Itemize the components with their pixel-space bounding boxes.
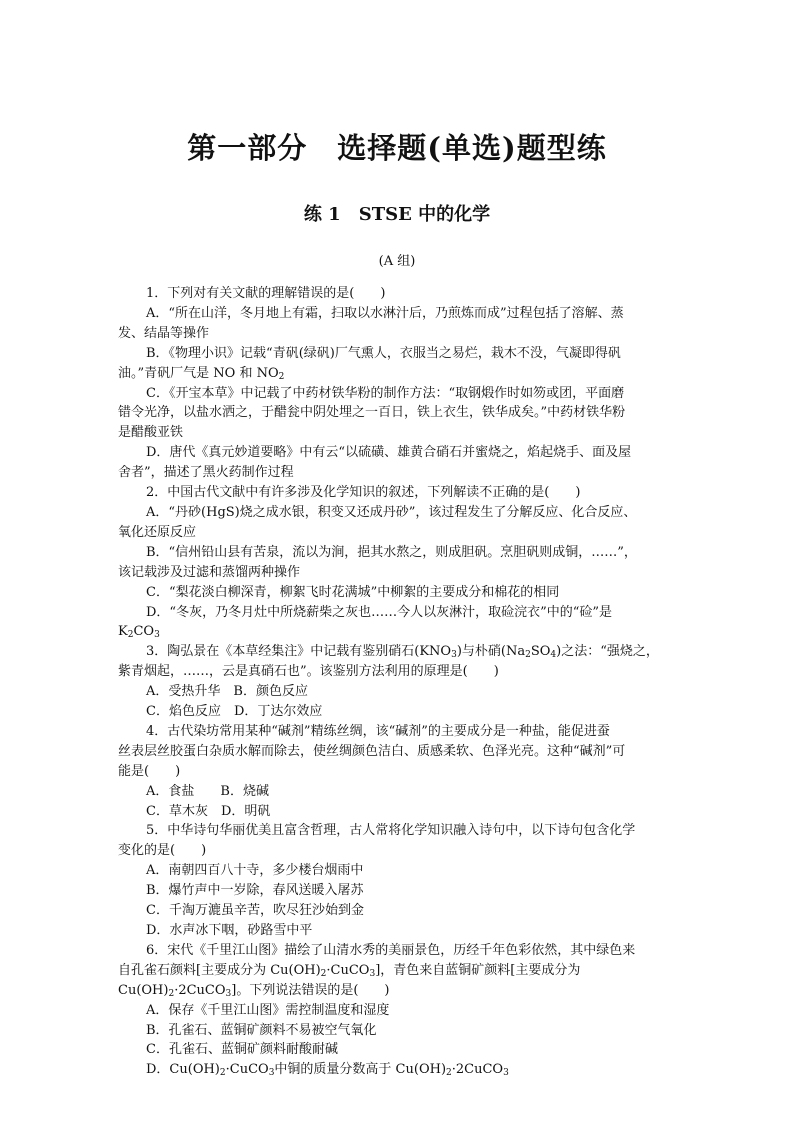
section-title: 练 1 STSE 中的化学 xyxy=(303,204,491,225)
q2-option-b-cont: 该记载涉及过滤和蒸馏两种操作 xyxy=(118,564,301,580)
q1-option-c: C．《开宝本草》中记载了中药材铁华粉的制作方法：“取钢煅作时如笏或团，平面磨 xyxy=(146,385,625,401)
q2-option-d-cont: $K_2CO_3$ xyxy=(118,624,160,641)
q1-option-c-cont2: 是醋酸亚铁 xyxy=(118,425,184,441)
q1-option-c-cont: 错令光净，以盐水洒之，于醋瓮中阴处埋之一百日，铁上衣生，铁华成矣。”中药材铁华粉 xyxy=(118,405,626,421)
q1-stem: 1．下列对有关文献的理解错误的是( ) xyxy=(146,286,386,301)
q6-stem: 6．宋代《千里江山图》描绘了山清水秀的美丽景色，历经千年色彩依然，其中绿色来 xyxy=(146,942,636,958)
group-label: (A 组) xyxy=(378,254,416,269)
q5-option-b: B．爆竹声中一岁除，春风送暖入屠苏 xyxy=(146,883,364,899)
q6-option-a: A．保存《千里江山图》需控制温度和湿度 xyxy=(146,1002,390,1018)
q1-option-d: D．唐代《真元妙道要略》中有云“以硫磺、雄黄合硝石并蜜烧之，焰起烧手、面及屋 xyxy=(146,445,632,461)
q1-option-a-cont: 发、结晶等操作 xyxy=(118,325,210,341)
q1-option-b: B．《物理小识》记载“青矾(绿矾)厂气熏人，衣服当之易烂，栽木不没，气凝即得矾 xyxy=(146,345,621,361)
q5-option-c: C．千淘万漉虽辛苦，吹尽狂沙始到金 xyxy=(146,903,364,919)
q3-stem: 3．陶弘景在《本草经集注》中记载有鉴别硝石$(KNO_3)$与朴硝$(Na_2SO_4)$之法：“强烧之， xyxy=(146,644,659,661)
q3-options-cd: C．焰色反应 D．丁达尔效应 xyxy=(146,704,323,720)
q2-option-d: D．“冬灰，乃冬月灶中所烧薪柴之灰也……今人以灰淋汁，取硷浣衣”中的“硷”是 xyxy=(146,604,613,620)
q5-stem-cont: 变化的是( ) xyxy=(118,843,207,859)
q1-option-d-cont: 舍者”，描述了黑火药制作过程 xyxy=(118,465,294,481)
q3-options-ab: A．受热升华 B．颜色反应 xyxy=(146,684,308,700)
q6-stem-cont2: $Cu(OH)_2\cdot 2CuCO_3$]。下列说法错误的是( ) xyxy=(118,982,390,999)
q5-option-d: D．水声冰下咽，砂路雪中平 xyxy=(146,923,313,938)
q2-stem: 2．中国古代文献中有许多涉及化学知识的叙述，下列解读不正确的是( ) xyxy=(146,485,581,501)
part-title: 第一部分 选择题(单选)题型练 xyxy=(187,131,607,165)
q3-stem-cont: 紫青烟起，……，云是真硝石也”。该鉴别方法利用的原理是( ) xyxy=(118,664,499,680)
q1-option-b-cont: 油。”青矾厂气是 NO 和 $NO_2$ xyxy=(118,365,285,382)
q2-option-b: B．“信州铅山县有苦泉，流以为涧，挹其水熬之，则成胆矾。烹胆矾则成铜，……”， xyxy=(146,544,637,560)
q4-stem-cont: 丝表层丝胶蛋白杂质水解而除去，使丝绸颜色洁白、质感柔软、色泽光亮。这种“碱剂”可 xyxy=(118,743,626,759)
q2-option-a: A．“丹砂(HgS)烧之成水银，积变又还成丹砂”，该过程发生了分解反应、化合反应、 xyxy=(146,504,637,520)
q4-options-ab: A．食盐 B．烧碱 xyxy=(146,783,269,799)
q6-option-b: B．孔雀石、蓝铜矿颜料不易被空气氧化 xyxy=(146,1022,377,1038)
q5-stem: 5．中华诗句华丽优美且富含哲理，古人常将化学知识融入诗句中，以下诗句包含化学 xyxy=(146,823,636,839)
q2-option-c: C．“梨花淡白柳深青，柳絮飞时花满城”中柳絮的主要成分和棉花的相同 xyxy=(146,584,560,600)
q2-option-a-cont: 氧化还原反应 xyxy=(118,524,197,540)
q5-option-a: A．南朝四百八十寺，多少楼台烟雨中 xyxy=(146,863,364,879)
question-body xyxy=(118,284,678,1080)
q4-options-cd: C．草木灰 D．明矾 xyxy=(146,803,271,819)
q6-option-c: C．孔雀石、蓝铜矿颜料耐酸耐碱 xyxy=(146,1042,338,1058)
q6-option-d: D．$Cu(OH)_2\cdot CuCO_3$中铜的质量分数高于 $Cu(OH)_2\cdot 2CuCO_3$ xyxy=(146,1062,509,1079)
q4-stem: 4．古代染坊常用某种“碱剂”精练丝绸，该“碱剂”的主要成分是一种盐，能促进蚕 xyxy=(146,723,610,739)
q4-stem-cont2: 能是( ) xyxy=(118,763,181,779)
q1-option-a: A．“所在山洋，冬月地上有霜，扫取以水淋汁后，乃煎炼而成”过程包括了溶解、蒸 xyxy=(146,305,624,321)
q6-stem-cont: 自孔雀石颜料[主要成分为 $Cu(OH)_2\cdot CuCO_3$]，青色来自蓝铜矿颜料[主要成分为 xyxy=(118,962,581,979)
